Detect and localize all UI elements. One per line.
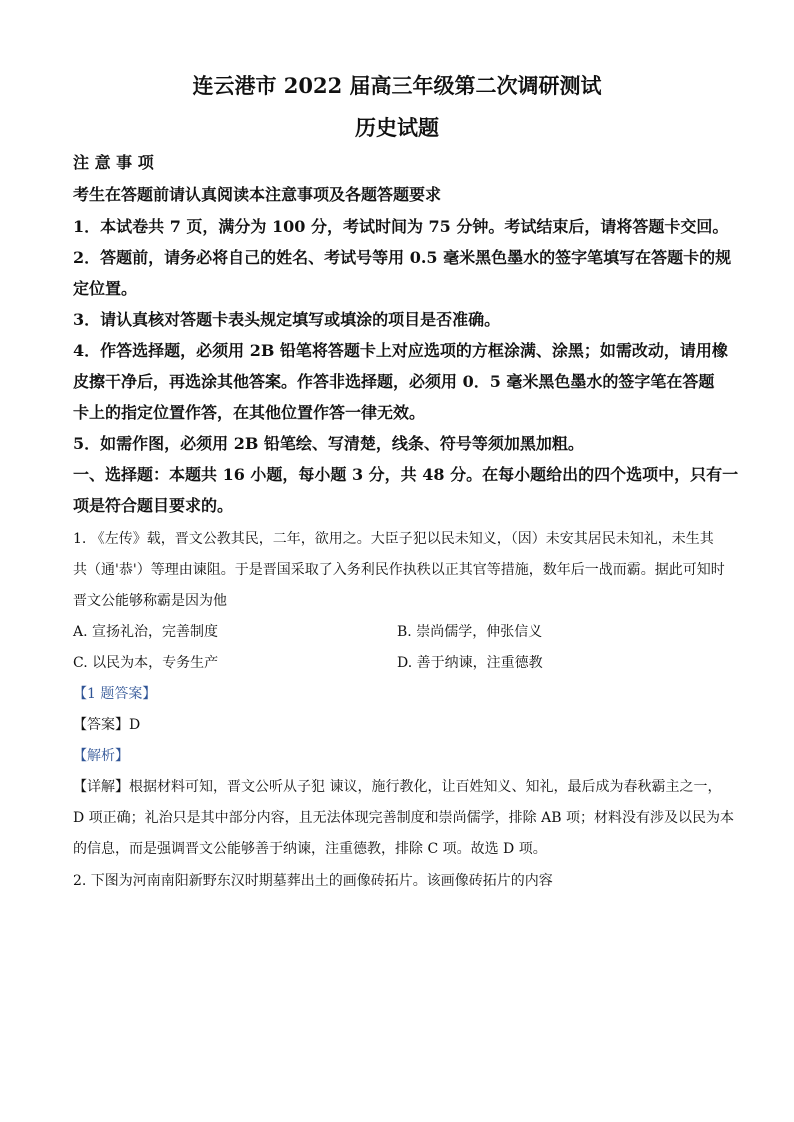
notice-item-2-line-1: 2．答题前，请务必将自己的姓名、考试号等用 0.5 毫米黑色墨水的签字笔填写在答题卡的规 xyxy=(73,248,732,267)
question-1-line-1: 1. 《左传》载，晋文公教其民，二年，欲用之。大臣子犯以民未知义，（因）未安其居民未知礼，未生其 xyxy=(73,531,714,547)
notice-item-4-line-1: 4．作答选择题，必须用 2B 铅笔将答题卡上对应选项的方框涂满、涂黑；如需改动，请用橡 xyxy=(73,341,728,360)
notice-item-3: 3．请认真核对答题卡表头规定填写或填涂的项目是否准确。 xyxy=(73,310,501,329)
question-1-detail-line-1: 【详解】根据材料可知，晋文公听从子犯 谏议，施行教化，让百姓知义、知礼，最后成为春秋霸主之一， xyxy=(73,779,722,795)
notice-item-4-line-2: 皮擦干净后，再选涂其他答案。作答非选择题，必须用 0．5 毫米黑色墨水的签字笔在答题 xyxy=(73,372,715,391)
question-1-option-a: A. 宣扬礼治，完善制度 xyxy=(73,624,219,640)
question-1-line-3: 晋文公能够称霸是因为他 xyxy=(73,593,227,609)
question-1-option-c: C. 以民为本，专务生产 xyxy=(73,655,219,671)
notice-item-5: 5．如需作图，必须用 2B 铅笔绘、写清楚，线条、符号等须加黑加粗。 xyxy=(73,434,584,453)
notice-intro: 考生在答题前请认真阅读本注意事项及各题答题要求 xyxy=(73,185,442,204)
notice-heading: 注 意 事 项 xyxy=(73,153,154,172)
question-1-answer-tag: 【1 题答案】 xyxy=(73,686,157,702)
section-heading-line-1: 一、选择题：本题共 16 小题，每小题 3 分，共 48 分。在每小题给出的四个选项中，只有一 xyxy=(73,465,739,484)
answer-text: 【答案】D xyxy=(73,717,141,733)
section-heading-line-2: 项是符合题目要求的。 xyxy=(73,496,234,515)
question-1-detail-line-3: 的信息，而是强调晋文公能够善于纳谏，注重德教，排除 C 项。故选 D 项。 xyxy=(73,841,547,857)
exam-title: 连云港市 2022 届高三年级第二次调研测试 xyxy=(192,73,602,98)
question-1-option-d: D. 善于纳谏，注重德教 xyxy=(397,655,543,671)
question-2-line-1: 2. 下图为河南南阳新野东汉时期墓葬出土的画像砖拓片。该画像砖拓片的内容 xyxy=(73,873,553,889)
question-1-detail-line-2: D 项正确；礼治只是其中部分内容，且无法体现完善制度和崇尚儒学，排除 AB 项；材料没有涉及以民为本 xyxy=(73,810,734,826)
question-1-option-b: B. 崇尚儒学，伸张信义 xyxy=(397,624,543,640)
notice-item-2-line-2: 定位置。 xyxy=(73,279,138,298)
notice-item-1: 1．本试卷共 7 页，满分为 100 分，考试时间为 75 分钟。考试结束后，请将答题卡交回。 xyxy=(73,217,729,236)
question-1-analysis-tag: 【解析】 xyxy=(73,748,129,764)
question-1-line-2: 共（通'恭'）等理由谏阻。于是晋国采取了入务利民作执秩以正其官等措施，数年后一战而霸。据此可知时 xyxy=(73,562,725,578)
subject-title: 历史试题 xyxy=(355,115,439,140)
question-1-answer xyxy=(73,714,140,734)
notice-item-4-line-3: 卡上的指定位置作答，在其他位置作答一律无效。 xyxy=(73,403,426,422)
